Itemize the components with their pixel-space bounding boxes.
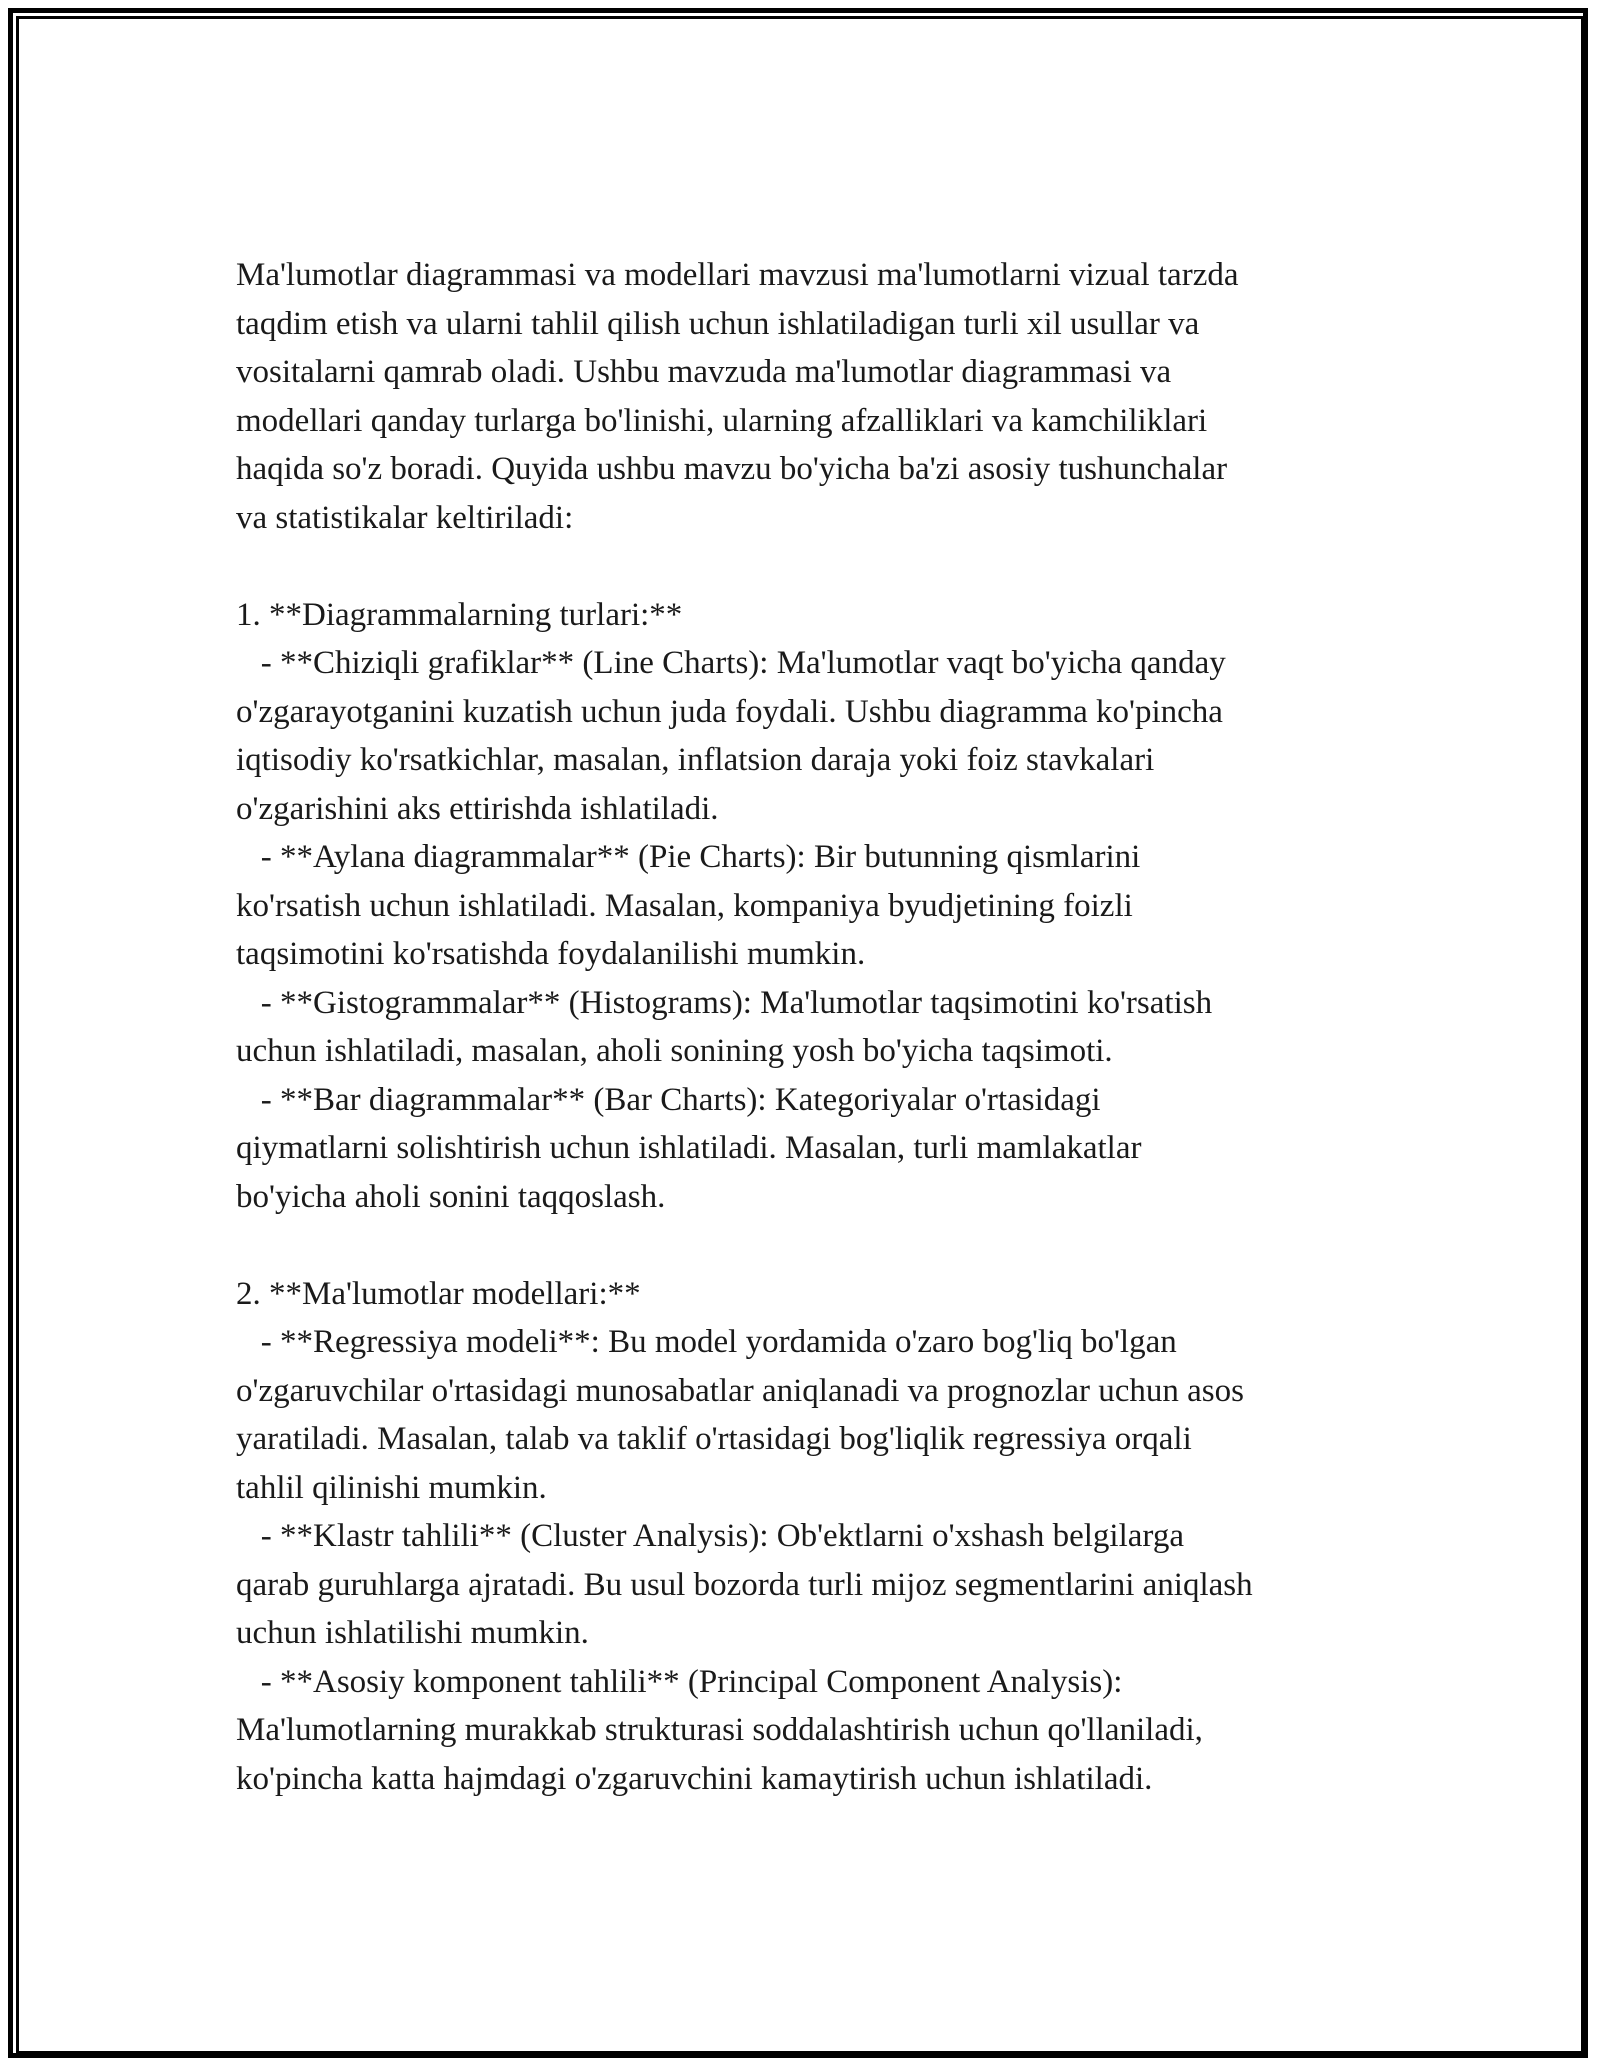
text-line: ko'rsatish uchun ishlatiladi. Masalan, kompaniya byudjetining foizli: [236, 887, 1133, 924]
text-line: uchun ishlatiladi, masalan, aholi sonining yosh bo'yicha taqsimoti.: [236, 1033, 1113, 1069]
text-line: qarab guruhlarga ajratadi. Bu usul bozorda turli mijoz segmentlarini aniqlash: [236, 1566, 1253, 1603]
text-line: vositalarni qamrab oladi. Ushbu mavzuda ma'lumotlar diagrammasi va: [236, 354, 1172, 390]
section-heading: 1. **Diagrammalarning turlari:**: [236, 596, 683, 633]
intro-paragraph: [236, 251, 1396, 542]
text-line: bo'yicha aholi sonini taqqoslash.: [236, 1178, 666, 1215]
blank-line: [236, 1221, 1396, 1270]
text-line: - **Klastr tahlili** (Cluster Analysis): Ob'ektlarni o'xshash belgilarga: [236, 1518, 1184, 1554]
text-line: iqtisodiy ko'rsatkichlar, masalan, inflatsion daraja yoki foiz stavkalari: [236, 742, 1155, 778]
text-line: yaratiladi. Masalan, talab va taklif o'rtasidagi bog'liqlik regressiya orqali: [236, 1421, 1192, 1457]
text-line: - **Gistogrammalar** (Histograms): Ma'lumotlar taqsimotini ko'rsatish: [236, 984, 1213, 1021]
blank-line: [236, 542, 1396, 591]
text-line: Ma'lumotlar diagrammasi va modellari mavzusi ma'lumotlarni vizual tarzda: [236, 257, 1239, 293]
text-line: va statistikalar keltiriladi:: [236, 499, 574, 536]
text-line: - **Bar diagrammalar** (Bar Charts): Kategoriyalar o'rtasidagi: [236, 1081, 1101, 1118]
text-line: qiymatlarni solishtirish uchun ishlatiladi. Masalan, turli mamlakatlar: [236, 1130, 1142, 1166]
section-diagram-types: [236, 591, 1396, 1222]
section-heading: 2. **Ma'lumotlar modellari:**: [236, 1275, 641, 1312]
text-line: - **Asosiy komponent tahlili** (Principal Component Analysis):: [236, 1663, 1123, 1700]
text-line: ko'pincha katta hajmdagi o'zgaruvchini kamaytirish uchun ishlatiladi.: [236, 1760, 1153, 1797]
text-line: - **Aylana diagrammalar** (Pie Charts): Bir butunning qismlarini: [236, 839, 1141, 875]
text-line: o'zgarishini aks ettirishda ishlatiladi.: [236, 790, 719, 827]
text-line: taqsimotini ko'rsatishda foydalanilishi mumkin.: [236, 936, 866, 972]
text-line: o'zgarayotganini kuzatish uchun juda foydali. Ushbu diagramma ko'pincha: [236, 693, 1223, 730]
text-line: uchun ishlatilishi mumkin.: [236, 1615, 589, 1651]
text-line: haqida so'z boradi. Quyida ushbu mavzu bo'yicha ba'zi asosiy tushunchalar: [236, 451, 1228, 487]
text-line: Ma'lumotlarning murakkab strukturasi soddalashtirish uchun qo'llaniladi,: [236, 1712, 1203, 1748]
text-line: taqdim etish va ularni tahlil qilish uchun ishlatiladigan turli xil usullar va: [236, 305, 1200, 342]
text-line: - **Chiziqli grafiklar** (Line Charts): Ma'lumotlar vaqt bo'yicha qanday: [236, 645, 1226, 681]
document-body: [236, 251, 1396, 1803]
text-line: o'zgaruvchilar o'rtasidagi munosabatlar aniqlanadi va prognozlar uchun asos: [236, 1372, 1244, 1409]
text-line: tahlil qilinishi mumkin.: [236, 1469, 547, 1506]
text-line: modellari qanday turlarga bo'linishi, ularning afzalliklari va kamchiliklari: [236, 402, 1208, 439]
text-line: - **Regressiya modeli**: Bu model yordamida o'zaro bog'liq bo'lgan: [236, 1324, 1177, 1360]
section-data-models: [236, 1270, 1396, 1804]
